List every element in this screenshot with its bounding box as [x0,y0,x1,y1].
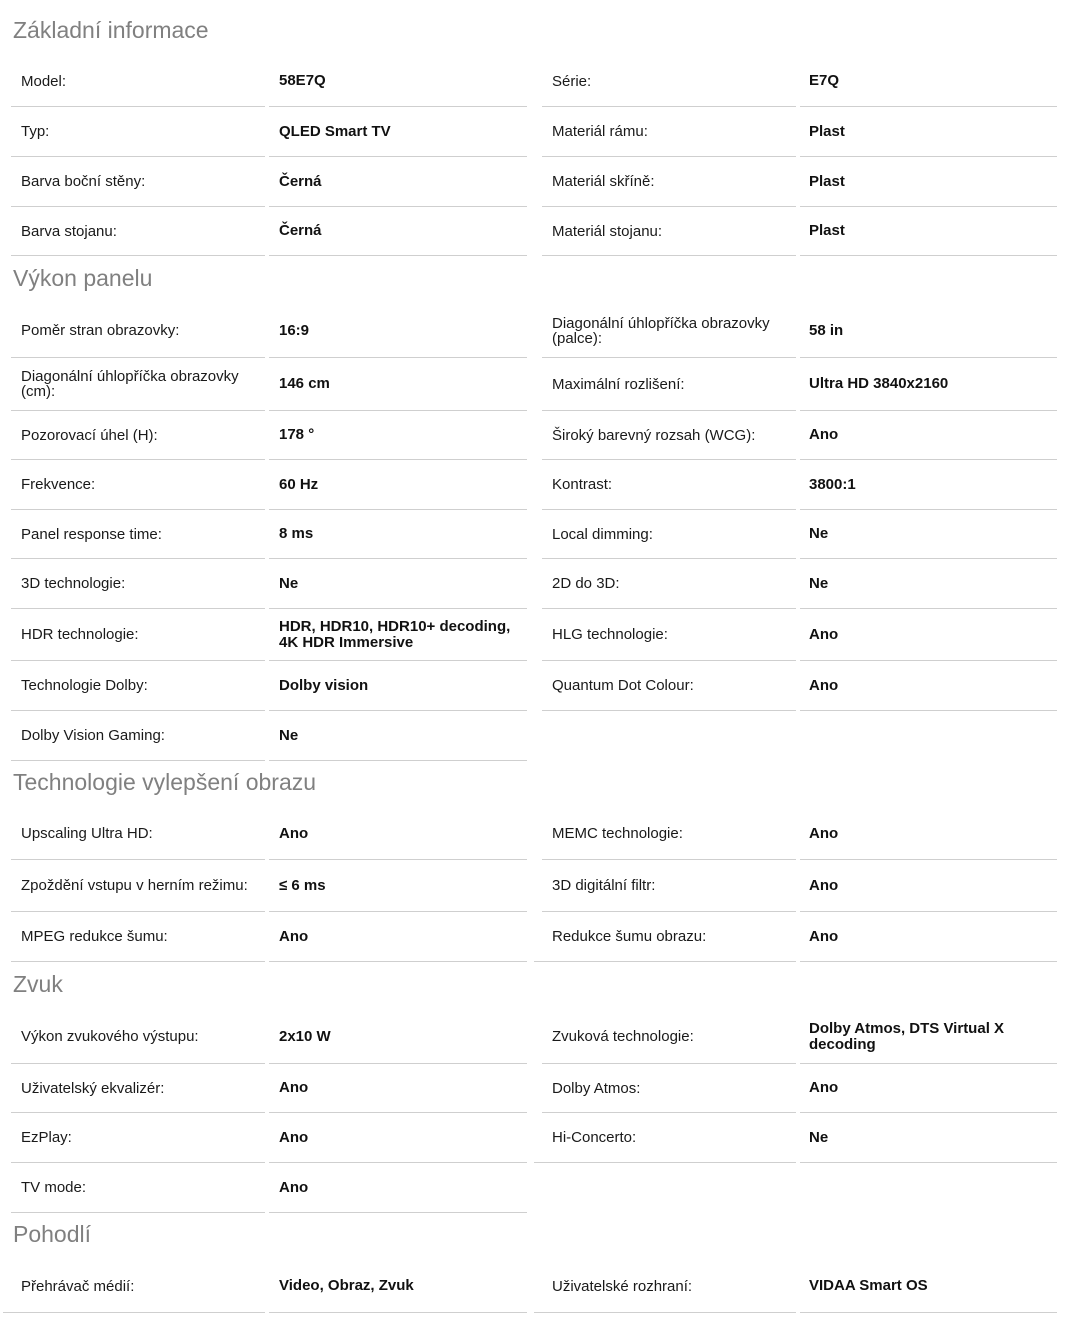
spec-label: Materiál rámu: [542,107,796,157]
spec-value: Ano [269,1113,527,1163]
spec-value: Ultra HD 3840x2160 [800,358,1057,411]
spec-value: Ne [269,711,527,761]
spec-value: ≤ 6 ms [269,860,527,912]
spec-label: Redukce šumu obrazu: [534,912,796,962]
spec-label: Dolby Vision Gaming: [11,711,265,761]
spec-value: Ne [269,559,527,609]
spec-label: Technologie Dolby: [11,661,265,711]
spec-label: Local dimming: [542,510,796,559]
spec-label: Hi-Concerto: [534,1113,796,1163]
spec-label: MEMC technologie: [542,808,796,860]
spec-row [0,358,1069,411]
spec-row [0,510,1069,559]
spec-label: Typ: [11,107,265,157]
section-title-pohodli: Pohodlí [13,1221,92,1247]
spec-value: Dolby vision [269,661,527,711]
spec-value: E7Q [800,56,1057,107]
spec-row [0,912,1069,962]
spec-label: Série: [542,56,796,107]
spec-label: Uživatelský ekvalizér: [11,1064,265,1113]
spec-row [0,661,1069,711]
spec-label: TV mode: [11,1163,265,1213]
spec-value: Plast [800,107,1057,157]
spec-label: Materiál stojanu: [542,207,796,256]
spec-value: Ano [269,1163,527,1213]
spec-row [0,711,1069,761]
section-title-vykon-panelu: Výkon panelu [13,265,153,291]
spec-row [0,1010,1069,1064]
spec-row [0,157,1069,207]
spec-label: Uživatelské rozhraní: [534,1260,796,1313]
spec-value: HDR, HDR10, HDR10+ decoding, 4K HDR Immersive [269,609,527,661]
spec-label: Dolby Atmos: [542,1064,796,1113]
spec-label: Barva stojanu: [11,207,265,256]
spec-value: VIDAA Smart OS [800,1260,1057,1313]
spec-value: 60 Hz [269,460,527,510]
spec-value: Plast [800,207,1057,256]
spec-value: 58E7Q [269,56,527,107]
spec-row [0,1064,1069,1113]
spec-value: 8 ms [269,510,527,559]
spec-label: Quantum Dot Colour: [542,661,796,711]
spec-label: HDR technologie: [11,609,265,661]
spec-value: Plast [800,157,1057,207]
spec-value: Ne [800,510,1057,559]
spec-row [0,411,1069,460]
section-title-zakladni-informace: Základní informace [13,17,209,43]
spec-value: Ne [800,1113,1057,1163]
spec-label: Přehrávač médií: [3,1260,265,1313]
spec-value: Ano [269,1064,527,1113]
spec-label: Kontrast: [542,460,796,510]
spec-label: Pozorovací úhel (H): [11,411,265,460]
spec-row [0,460,1069,510]
spec-value: Dolby Atmos, DTS Virtual X decoding [800,1010,1057,1064]
spec-value: Ano [800,860,1057,912]
spec-value: 3800:1 [800,460,1057,510]
spec-value: QLED Smart TV [269,107,527,157]
spec-row [0,609,1069,661]
spec-label: EzPlay: [11,1113,265,1163]
spec-label: Diagonální úhlopříčka obrazovky (cm): [11,358,265,411]
spec-row [0,107,1069,157]
spec-value: Ano [800,609,1057,661]
spec-label: Materiál skříně: [542,157,796,207]
spec-value: 2x10 W [269,1010,527,1064]
spec-row [0,808,1069,860]
spec-value: Ano [269,808,527,860]
section-title-zvuk: Zvuk [13,971,63,997]
spec-label: Maximální rozlišení: [542,358,796,411]
spec-label: 3D technologie: [11,559,265,609]
spec-value: Ano [800,661,1057,711]
spec-label: HLG technologie: [542,609,796,661]
spec-value: Černá [269,157,527,207]
spec-label: Široký barevný rozsah (WCG): [542,411,796,460]
spec-value: Ano [800,1064,1057,1113]
spec-value: Černá [269,207,527,256]
spec-row [0,1113,1069,1163]
spec-label: Diagonální úhlopříčka obrazovky (palce): [542,304,796,358]
spec-label: Barva boční stěny: [11,157,265,207]
spec-row [0,207,1069,256]
spec-value: Ano [800,411,1057,460]
spec-row [0,304,1069,358]
spec-label: 3D digitální filtr: [542,860,796,912]
spec-value: Video, Obraz, Zvuk [269,1260,527,1313]
section-title-technologie-vylepseni-obrazu: Technologie vylepšení obrazu [13,769,317,795]
spec-value: Ano [269,912,527,962]
spec-label: Zvuková technologie: [542,1010,796,1064]
spec-row [0,1163,1069,1213]
spec-label: Model: [11,56,265,107]
spec-value: 58 in [800,304,1057,358]
spec-label: MPEG redukce šumu: [11,912,265,962]
spec-value: Ano [800,912,1057,962]
spec-label: Poměr stran obrazovky: [11,304,265,358]
spec-row [0,860,1069,912]
spec-label: 2D do 3D: [542,559,796,609]
spec-value: 178 ° [269,411,527,460]
spec-label: Frekvence: [11,460,265,510]
spec-row [0,559,1069,609]
spec-label: Panel response time: [11,510,265,559]
spec-value: Ano [800,808,1057,860]
spec-row [0,1260,1069,1313]
spec-label: Výkon zvukového výstupu: [11,1010,265,1064]
spec-label: Upscaling Ultra HD: [11,808,265,860]
spec-label: Zpoždění vstupu v herním režimu: [11,860,265,912]
spec-value: 16:9 [269,304,527,358]
spec-value: 146 cm [269,358,527,411]
spec-row [0,56,1069,107]
spec-value: Ne [800,559,1057,609]
